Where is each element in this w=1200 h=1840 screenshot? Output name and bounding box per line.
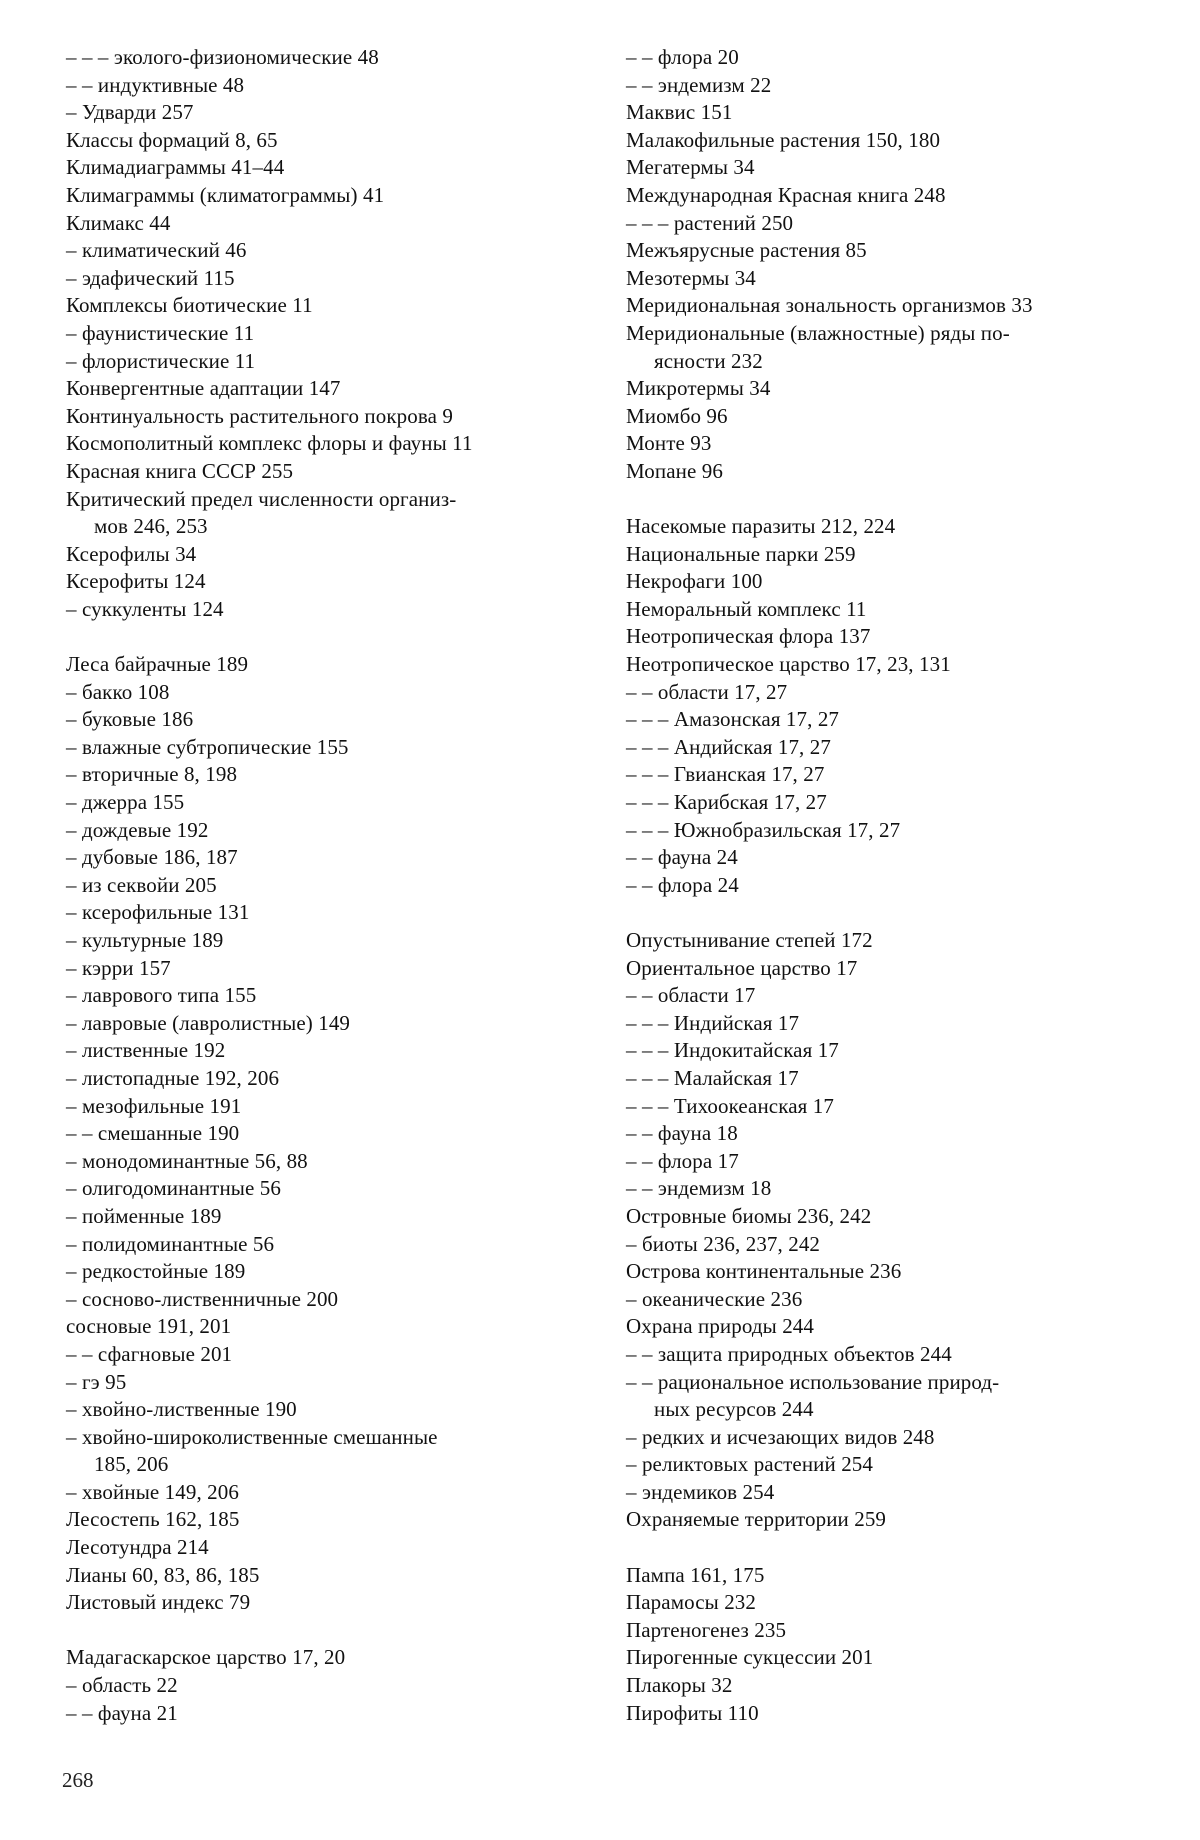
index-entry [626, 568, 1146, 596]
index-entry [66, 817, 586, 845]
section-gap [626, 899, 1146, 927]
index-entry-text: – – области 17, 27 [626, 680, 787, 704]
index-entry [626, 1313, 1146, 1341]
index-entry-text: – – – Индийская 17 [626, 1011, 799, 1035]
index-entry [626, 1231, 1146, 1259]
index-entry-text: – вторичные 8, 198 [66, 762, 237, 786]
index-entry-text: – редкостойные 189 [66, 1259, 245, 1283]
index-entry-text: – хвойные 149, 206 [66, 1480, 239, 1504]
index-entry-text: Красная книга СССР 255 [66, 459, 293, 483]
index-entry-text: – гэ 95 [66, 1370, 126, 1394]
index-entry [626, 1203, 1146, 1231]
index-entry [66, 292, 586, 320]
index-entry-text: Ориентальное царство 17 [626, 956, 857, 980]
index-entry-text: Ксерофилы 34 [66, 542, 196, 566]
index-entry-text: – из секвойи 205 [66, 873, 217, 897]
index-entry [626, 182, 1146, 210]
index-entry [626, 872, 1146, 900]
index-entry [66, 982, 586, 1010]
section-gap [626, 1534, 1146, 1562]
index-entry [626, 513, 1146, 541]
index-entry [66, 734, 586, 762]
index-entry-text: – – эндемизм 22 [626, 73, 771, 97]
index-entry-text: Меридиональная зональность организмов 33 [626, 293, 1033, 317]
section-gap [66, 1617, 586, 1645]
index-entry [66, 568, 586, 596]
index-entry [66, 651, 586, 679]
index-entry [626, 1175, 1146, 1203]
index-entry-text: Неморальный комплекс 11 [626, 597, 867, 621]
index-entry-text: Пирофиты 110 [626, 1701, 759, 1725]
index-entry-text: – биоты 236, 237, 242 [626, 1232, 820, 1256]
index-entry-text: – – – Южнобразильская 17, 27 [626, 818, 900, 842]
index-entry-text: – буковые 186 [66, 707, 193, 731]
index-entry [66, 899, 586, 927]
index-entry-text: Национальные парки 259 [626, 542, 856, 566]
index-entry-text: – – – Тихоокеанская 17 [626, 1094, 834, 1118]
index-entry-text: Пампа 161, 175 [626, 1563, 764, 1587]
index-entry [66, 210, 586, 238]
index-entry-text: – хвойно-широколиственные смешанные [66, 1425, 438, 1449]
index-entry [66, 154, 586, 182]
index-entry [66, 1534, 586, 1562]
index-entry-text: – – флора 24 [626, 873, 739, 897]
index-entry-text: – ксерофильные 131 [66, 900, 249, 924]
index-entry-text: Международная Красная книга 248 [626, 183, 946, 207]
index-entry-text: – область 22 [66, 1673, 178, 1697]
index-entry-continuation: ных ресурсов 244 [626, 1396, 1146, 1424]
index-entry [626, 1120, 1146, 1148]
index-entry [626, 237, 1146, 265]
index-entry-text: Пирогенные сукцессии 201 [626, 1645, 873, 1669]
index-entry [66, 430, 586, 458]
index-entry-text: – хвойно-лиственные 190 [66, 1397, 297, 1421]
index-entry-text: – – – Малайская 17 [626, 1066, 799, 1090]
index-entry-text: – – области 17 [626, 983, 755, 1007]
index-entry-continuation: ясности 232 [626, 348, 1146, 376]
index-entry-text: Плакоры 32 [626, 1673, 732, 1697]
index-entry [626, 1037, 1146, 1065]
index-entry [66, 1203, 586, 1231]
index-entry [66, 127, 586, 155]
index-entry [66, 1286, 586, 1314]
index-entry-text: Острова континентальные 236 [626, 1259, 901, 1283]
index-entry [66, 1424, 586, 1479]
index-entry [626, 1010, 1146, 1038]
index-entry [626, 210, 1146, 238]
index-entry-text: – флористические 11 [66, 349, 255, 373]
index-entry [626, 541, 1146, 569]
index-entry-text: Климадиаграммы 41–44 [66, 155, 284, 179]
index-entry [66, 844, 586, 872]
index-entry-text: – лавровые (лавролистные) 149 [66, 1011, 350, 1035]
index-entry [66, 1506, 586, 1534]
index-entry-text: Классы формаций 8, 65 [66, 128, 278, 152]
index-entry [626, 817, 1146, 845]
index-entry-text: Ксерофиты 124 [66, 569, 206, 593]
index-entry [66, 706, 586, 734]
index-entry [626, 1258, 1146, 1286]
index-entry-text: – – – эколого-физиономические 48 [66, 45, 379, 69]
page-number: 268 [62, 1768, 94, 1793]
index-entry [66, 99, 586, 127]
index-entry-text: – – – Гвианская 17, 27 [626, 762, 824, 786]
index-entry-text: Меридиональные (влажностные) ряды по- [626, 321, 1010, 345]
index-entry [626, 292, 1146, 320]
index-entry-text: – – индуктивные 48 [66, 73, 244, 97]
index-entry-text: – – флора 17 [626, 1149, 739, 1173]
index-entry-text: – кэрри 157 [66, 956, 171, 980]
index-entry [66, 1562, 586, 1590]
index-entry-text: – полидоминантные 56 [66, 1232, 274, 1256]
index-entry [626, 1424, 1146, 1452]
index-entry [66, 1396, 586, 1424]
index-entry [66, 44, 586, 72]
index-entry-text: Лесотундра 214 [66, 1535, 209, 1559]
index-entry [66, 375, 586, 403]
index-entry [66, 265, 586, 293]
index-entry-text: Лесостепь 162, 185 [66, 1507, 239, 1531]
index-entry-text: Конвергентные адаптации 147 [66, 376, 341, 400]
index-entry-text: Некрофаги 100 [626, 569, 763, 593]
index-entry-text: – лаврового типа 155 [66, 983, 256, 1007]
index-entry-text: Критический предел численности организ- [66, 487, 456, 511]
index-entry [626, 1369, 1146, 1424]
index-entry-text: Охрана природы 244 [626, 1314, 814, 1338]
index-entry-text: Охраняемые территории 259 [626, 1507, 886, 1531]
index-entry-text: – дождевые 192 [66, 818, 208, 842]
index-entry [66, 1148, 586, 1176]
index-entry [66, 348, 586, 376]
index-entry-text: Континуальность растительного покрова 9 [66, 404, 453, 428]
index-entry-text: – мезофильные 191 [66, 1094, 241, 1118]
index-entry-text: – – сфагновые 201 [66, 1342, 232, 1366]
index-entry-continuation: мов 246, 253 [66, 513, 586, 541]
index-entry [66, 596, 586, 624]
index-entry-text: – культурные 189 [66, 928, 223, 952]
index-entry-text: Неотропическая флора 137 [626, 624, 871, 648]
index-entry-text: Миомбо 96 [626, 404, 728, 428]
index-entry-text: Климакс 44 [66, 211, 170, 235]
index-entry-text: – Удварди 257 [66, 100, 194, 124]
index-entry-text: Монте 93 [626, 431, 711, 455]
index-entry [626, 982, 1146, 1010]
index-entry [626, 1148, 1146, 1176]
index-entry [66, 789, 586, 817]
index-entry-text: Островные биомы 236, 242 [626, 1204, 871, 1228]
index-column-right [626, 44, 1146, 1727]
index-page [0, 0, 1200, 1840]
index-entry-text: – – – растений 250 [626, 211, 793, 235]
index-entry [626, 596, 1146, 624]
index-entry [626, 1065, 1146, 1093]
index-entry [626, 927, 1146, 955]
index-entry [626, 1341, 1146, 1369]
index-entry-text: – эдафический 115 [66, 266, 235, 290]
index-entry [66, 1479, 586, 1507]
index-entry-text: – лиственные 192 [66, 1038, 225, 1062]
index-entry [626, 706, 1146, 734]
index-entry [66, 1120, 586, 1148]
index-entry [66, 1589, 586, 1617]
index-entry-text: Партеногенез 235 [626, 1618, 786, 1642]
index-entry-text: Климаграммы (климатограммы) 41 [66, 183, 384, 207]
section-gap [66, 623, 586, 651]
index-entry [66, 237, 586, 265]
index-entry [66, 72, 586, 100]
index-entry [626, 734, 1146, 762]
index-entry [66, 679, 586, 707]
index-entry [66, 541, 586, 569]
index-entry-text: – эндемиков 254 [626, 1480, 774, 1504]
index-entry-text: – – – Карибская 17, 27 [626, 790, 827, 814]
index-entry-text: Комплексы биотические 11 [66, 293, 313, 317]
index-entry [66, 1672, 586, 1700]
index-entry [66, 1037, 586, 1065]
index-entry [66, 1341, 586, 1369]
index-entry-text: Мегатермы 34 [626, 155, 755, 179]
index-entry-text: Неотропическое царство 17, 23, 131 [626, 652, 951, 676]
index-entry [626, 1479, 1146, 1507]
index-entry-text: – олигодоминантные 56 [66, 1176, 281, 1200]
index-entry-text: – редких и исчезающих видов 248 [626, 1425, 935, 1449]
index-entry-text: Лианы 60, 83, 86, 185 [66, 1563, 260, 1587]
index-entry [66, 320, 586, 348]
index-entry-text: – – флора 20 [626, 45, 739, 69]
index-entry-text: – климатический 46 [66, 238, 246, 262]
index-entry [626, 761, 1146, 789]
index-entry [626, 844, 1146, 872]
index-entry-text: Насекомые паразиты 212, 224 [626, 514, 895, 538]
index-entry-text: – суккуленты 124 [66, 597, 224, 621]
index-entry [66, 182, 586, 210]
index-entry-text: Парамосы 232 [626, 1590, 756, 1614]
index-entry-text: Мадагаскарское царство 17, 20 [66, 1645, 345, 1669]
index-entry-text: – – фауна 18 [626, 1121, 738, 1145]
index-entry [626, 403, 1146, 431]
index-entry-continuation: 185, 206 [66, 1451, 586, 1479]
index-entry [66, 1231, 586, 1259]
index-entry [626, 154, 1146, 182]
index-entry [66, 1175, 586, 1203]
index-entry-text: Микротермы 34 [626, 376, 770, 400]
index-entry-text: Мезотермы 34 [626, 266, 756, 290]
index-entry-text: – дубовые 186, 187 [66, 845, 238, 869]
index-entry [66, 1644, 586, 1672]
index-entry-text: – – – Амазонская 17, 27 [626, 707, 839, 731]
index-entry [66, 872, 586, 900]
index-entry [626, 72, 1146, 100]
index-entry-text: Опустынивание степей 172 [626, 928, 873, 952]
index-entry-text: Листовый индекс 79 [66, 1590, 250, 1614]
index-entry-text: Межъярусные растения 85 [626, 238, 867, 262]
index-entry-text: – реликтовых растений 254 [626, 1452, 873, 1476]
index-entry [66, 486, 586, 541]
index-entry-text: – влажные субтропические 155 [66, 735, 349, 759]
index-entry-text: Малакофильные растения 150, 180 [626, 128, 940, 152]
index-entry [66, 1313, 586, 1341]
index-entry [626, 651, 1146, 679]
index-entry [626, 1286, 1146, 1314]
index-entry [66, 927, 586, 955]
index-entry-text: – – защита природных объектов 244 [626, 1342, 952, 1366]
index-entry-text: Маквис 151 [626, 100, 732, 124]
index-entry [66, 761, 586, 789]
section-gap [626, 486, 1146, 514]
index-entry [626, 1700, 1146, 1728]
index-entry-text: – – фауна 21 [66, 1701, 178, 1725]
index-entry-text: – – – Андийская 17, 27 [626, 735, 831, 759]
index-entry-text: – пойменные 189 [66, 1204, 222, 1228]
index-entry-text: Космополитный комплекс флоры и фауны 11 [66, 431, 473, 455]
index-entry [66, 1258, 586, 1286]
index-entry [626, 44, 1146, 72]
index-entry [626, 1644, 1146, 1672]
index-entry-text: – – фауна 24 [626, 845, 738, 869]
index-entry-text: Мопане 96 [626, 459, 723, 483]
index-entry-text: – – эндемизм 18 [626, 1176, 771, 1200]
index-entry [66, 458, 586, 486]
index-entry-text: – фаунистические 11 [66, 321, 254, 345]
index-entry [66, 1700, 586, 1728]
index-column-left [66, 44, 586, 1727]
index-entry-text: – сосново-лиственничные 200 [66, 1287, 338, 1311]
index-entry [626, 1093, 1146, 1121]
index-entry [66, 1010, 586, 1038]
index-entry [626, 1589, 1146, 1617]
index-entry [626, 375, 1146, 403]
index-entry [626, 955, 1146, 983]
index-entry [626, 99, 1146, 127]
index-entry-text: – бакко 108 [66, 680, 169, 704]
index-entry [66, 403, 586, 431]
index-entry [626, 265, 1146, 293]
index-entry [626, 1672, 1146, 1700]
index-entry [626, 1562, 1146, 1590]
index-entry-text: сосновые 191, 201 [66, 1314, 231, 1338]
index-entry [66, 1065, 586, 1093]
index-entry-text: – – – Индокитайская 17 [626, 1038, 839, 1062]
index-entry [626, 1451, 1146, 1479]
index-entry [626, 623, 1146, 651]
index-entry-text: – монодоминантные 56, 88 [66, 1149, 308, 1173]
index-entry [66, 955, 586, 983]
index-entry [626, 458, 1146, 486]
index-entry [626, 1617, 1146, 1645]
index-entry-text: – океанические 236 [626, 1287, 802, 1311]
index-entry-text: – листопадные 192, 206 [66, 1066, 279, 1090]
index-entry [66, 1369, 586, 1397]
index-entry-text: – – рациональное использование природ- [626, 1370, 999, 1394]
index-entry [66, 1093, 586, 1121]
index-entry-text: Леса байрачные 189 [66, 652, 248, 676]
index-entry [626, 789, 1146, 817]
index-entry [626, 127, 1146, 155]
index-entry-text: – – смешанные 190 [66, 1121, 239, 1145]
index-entry [626, 430, 1146, 458]
index-entry [626, 1506, 1146, 1534]
index-entry [626, 320, 1146, 375]
index-entry [626, 679, 1146, 707]
index-entry-text: – джерра 155 [66, 790, 184, 814]
